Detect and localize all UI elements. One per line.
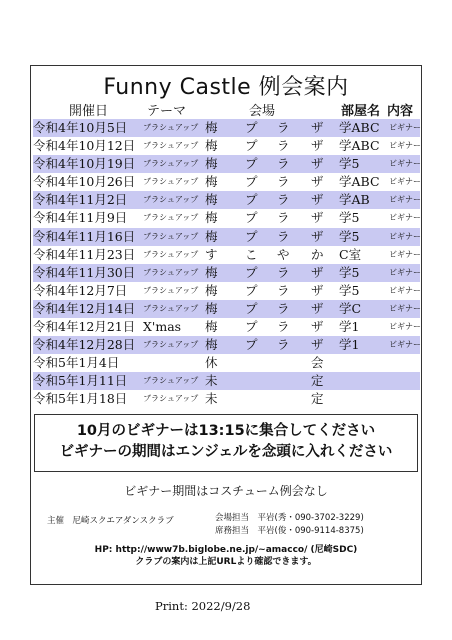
print-date: Print: 2022/9/28 (155, 599, 251, 613)
row-content: ビギナー (389, 340, 421, 350)
row-venue-4: ザ (311, 300, 324, 316)
row-theme: ブラシュアップ (143, 376, 199, 386)
row-date: 令和4年12月14日 (33, 300, 136, 316)
table-row (33, 390, 420, 408)
row-date: 令和4年11月16日 (33, 228, 136, 244)
row-room: 学5 (339, 210, 360, 226)
row-content: ビギナー (389, 159, 421, 169)
row-venue-3: ラ (277, 319, 290, 335)
row-theme: ブラシュアップ (143, 249, 199, 259)
row-venue-4: 定 (311, 373, 324, 389)
schedule-table (33, 119, 420, 409)
table-row (33, 354, 420, 372)
table-row (33, 209, 420, 227)
row-content: ビギナー (389, 141, 421, 151)
row-venue-4: ザ (311, 138, 324, 154)
row-venue-1: 梅 (205, 138, 218, 154)
row-venue-4: ザ (311, 319, 324, 335)
table-header (31, 100, 421, 118)
row-venue-3: ラ (277, 337, 290, 353)
row-content: ビギナー (389, 177, 421, 187)
table-row (33, 191, 420, 209)
row-venue-4: ザ (311, 210, 324, 226)
row-venue-1: す (205, 246, 218, 262)
row-theme: ブラシュアップ (143, 231, 199, 241)
row-date: 令和4年10月5日 (33, 120, 128, 135)
row-venue-1: 梅 (205, 210, 218, 226)
row-venue-3: ラ (277, 210, 290, 226)
table-row (33, 336, 420, 354)
row-theme: ブラシュアップ (143, 123, 199, 132)
homepage-url[interactable]: HP: http://www7b.biglobe.ne.jp/~amacco/ (尼崎SDC) (94, 545, 358, 555)
row-venue-3: ラ (277, 192, 290, 208)
row-date: 令和5年1月18日 (33, 391, 128, 407)
contact-venue: 会場担当 平岩(秀・090-3702-3229) (215, 513, 364, 523)
table-row (33, 137, 420, 155)
row-content: ビギナー (389, 267, 421, 277)
document-frame (30, 65, 422, 585)
header-venue: 会場 (249, 104, 276, 119)
row-venue-3: や (277, 246, 290, 262)
row-venue-4: ザ (311, 120, 324, 135)
row-content: ビギナー (389, 303, 421, 313)
row-venue-1: 梅 (205, 337, 218, 353)
notice-line-1: 10月のビギナーは13:15に集合してください (76, 423, 376, 439)
row-venue-1: 梅 (205, 174, 218, 190)
row-date: 令和4年11月23日 (33, 246, 136, 262)
contact-office: 席務担当 平岩(俊・090-9114-8375) (215, 526, 364, 536)
row-venue-1: 梅 (205, 120, 218, 135)
table-row (33, 264, 420, 282)
table-row (33, 228, 420, 246)
row-theme: ブラシュアップ (143, 267, 199, 277)
row-date: 令和4年12月21日 (33, 319, 136, 335)
table-row (33, 246, 420, 264)
row-venue-4: 定 (311, 391, 324, 407)
row-room: 学C (339, 300, 362, 316)
table-row (33, 318, 420, 336)
row-venue-1: 梅 (205, 228, 218, 244)
header-theme: テーマ (147, 104, 187, 119)
row-venue-4: ザ (311, 192, 324, 208)
row-date: 令和4年11月9日 (33, 210, 128, 226)
row-content: ビギナー (389, 123, 421, 132)
row-venue-3: ラ (277, 264, 290, 280)
contacts (215, 512, 364, 538)
row-room: 学ABC (339, 174, 380, 190)
row-content: ビギナー (389, 249, 421, 259)
table-row (33, 300, 420, 318)
table-row (33, 173, 420, 191)
row-venue-2: プ (245, 210, 258, 226)
row-content: ビギナー (389, 213, 421, 223)
row-theme: ブラシュアップ (143, 340, 199, 350)
notice-box (34, 414, 418, 472)
row-content: ビギナー (389, 231, 421, 241)
row-room: 学1 (339, 319, 360, 335)
row-venue-1: 未 (205, 373, 218, 389)
row-date: 令和4年10月12日 (33, 138, 136, 154)
table-row (33, 119, 420, 137)
homepage-info (31, 544, 421, 568)
row-venue-4: か (311, 246, 324, 262)
table-row (33, 372, 420, 390)
row-venue-1: 梅 (205, 156, 218, 172)
row-theme: X'mas (143, 319, 182, 335)
row-venue-2: プ (245, 156, 258, 172)
row-room: 学5 (339, 282, 360, 298)
row-venue-3: ラ (277, 282, 290, 298)
row-venue-1: 未 (205, 391, 218, 407)
row-venue-4: 会 (311, 355, 324, 371)
row-room: 学5 (339, 264, 360, 280)
row-venue-2: プ (245, 192, 258, 208)
row-theme: ブラシュアップ (143, 285, 199, 295)
row-room: C室 (339, 246, 362, 262)
row-content: ビギナー (389, 322, 421, 332)
header-date: 開催日 (69, 104, 109, 119)
row-venue-2: プ (245, 120, 258, 135)
row-room: 学ABC (339, 120, 380, 135)
costume-note: ビギナー期間はコスチューム例会なし (124, 484, 328, 498)
row-room: 学5 (339, 156, 360, 172)
row-venue-3: ラ (277, 138, 290, 154)
table-row (33, 155, 420, 173)
row-theme: ブラシュアップ (143, 213, 199, 223)
row-venue-1: 休 (205, 355, 218, 371)
row-venue-3: ラ (277, 156, 290, 172)
row-content: ビギナー (389, 285, 421, 295)
row-theme: ブラシュアップ (143, 195, 199, 205)
row-date: 令和5年1月11日 (33, 373, 128, 389)
row-theme: ブラシュアップ (143, 159, 199, 169)
row-room: 学ABC (339, 138, 380, 154)
row-venue-1: 梅 (205, 300, 218, 316)
homepage-note: クラブの案内は上記URLより確認できます。 (135, 557, 317, 567)
row-venue-1: 梅 (205, 192, 218, 208)
row-venue-2: こ (245, 246, 258, 262)
row-venue-4: ザ (311, 156, 324, 172)
row-venue-2: プ (245, 174, 258, 190)
row-venue-4: ザ (311, 228, 324, 244)
header-content: 内容 (387, 104, 414, 119)
host-info: 主催 尼崎スクエアダンスクラブ (47, 516, 174, 526)
row-theme: ブラシュアップ (143, 303, 199, 313)
row-venue-2: プ (245, 282, 258, 298)
page-title: Funny Castle 例会案内 (103, 75, 349, 100)
row-theme: ブラシュアップ (143, 177, 199, 187)
table-row (33, 282, 420, 300)
row-venue-2: プ (245, 300, 258, 316)
row-venue-1: 梅 (205, 319, 218, 335)
row-venue-3: ラ (277, 174, 290, 190)
notice-line-2: ビギナーの期間はエンジェルを念頭に入れください (59, 444, 393, 460)
row-date: 令和4年10月19日 (33, 156, 136, 172)
row-venue-2: プ (245, 228, 258, 244)
row-date: 令和4年12月7日 (33, 282, 128, 298)
row-venue-3: ラ (277, 120, 290, 135)
row-theme: ブラシュアップ (143, 394, 199, 404)
row-theme: ブラシュアップ (143, 141, 199, 151)
row-venue-2: プ (245, 264, 258, 280)
row-venue-4: ザ (311, 282, 324, 298)
row-venue-1: 梅 (205, 264, 218, 280)
row-date: 令和5年1月4日 (33, 355, 120, 371)
row-room: 学AB (339, 192, 370, 208)
row-room: 学1 (339, 337, 360, 353)
row-venue-2: プ (245, 337, 258, 353)
row-venue-3: ラ (277, 228, 290, 244)
row-venue-2: プ (245, 138, 258, 154)
row-venue-4: ザ (311, 174, 324, 190)
header-room: 部屋名 (341, 104, 381, 119)
row-venue-2: プ (245, 319, 258, 335)
row-date: 令和4年12月28日 (33, 337, 136, 353)
row-date: 令和4年11月2日 (33, 192, 128, 208)
row-room: 学5 (339, 228, 360, 244)
row-content: ビギナー (389, 195, 421, 205)
row-venue-4: ザ (311, 337, 324, 353)
row-date: 令和4年10月26日 (33, 174, 136, 190)
row-venue-4: ザ (311, 264, 324, 280)
row-venue-1: 梅 (205, 282, 218, 298)
row-date: 令和4年11月30日 (33, 264, 136, 280)
row-venue-3: ラ (277, 300, 290, 316)
